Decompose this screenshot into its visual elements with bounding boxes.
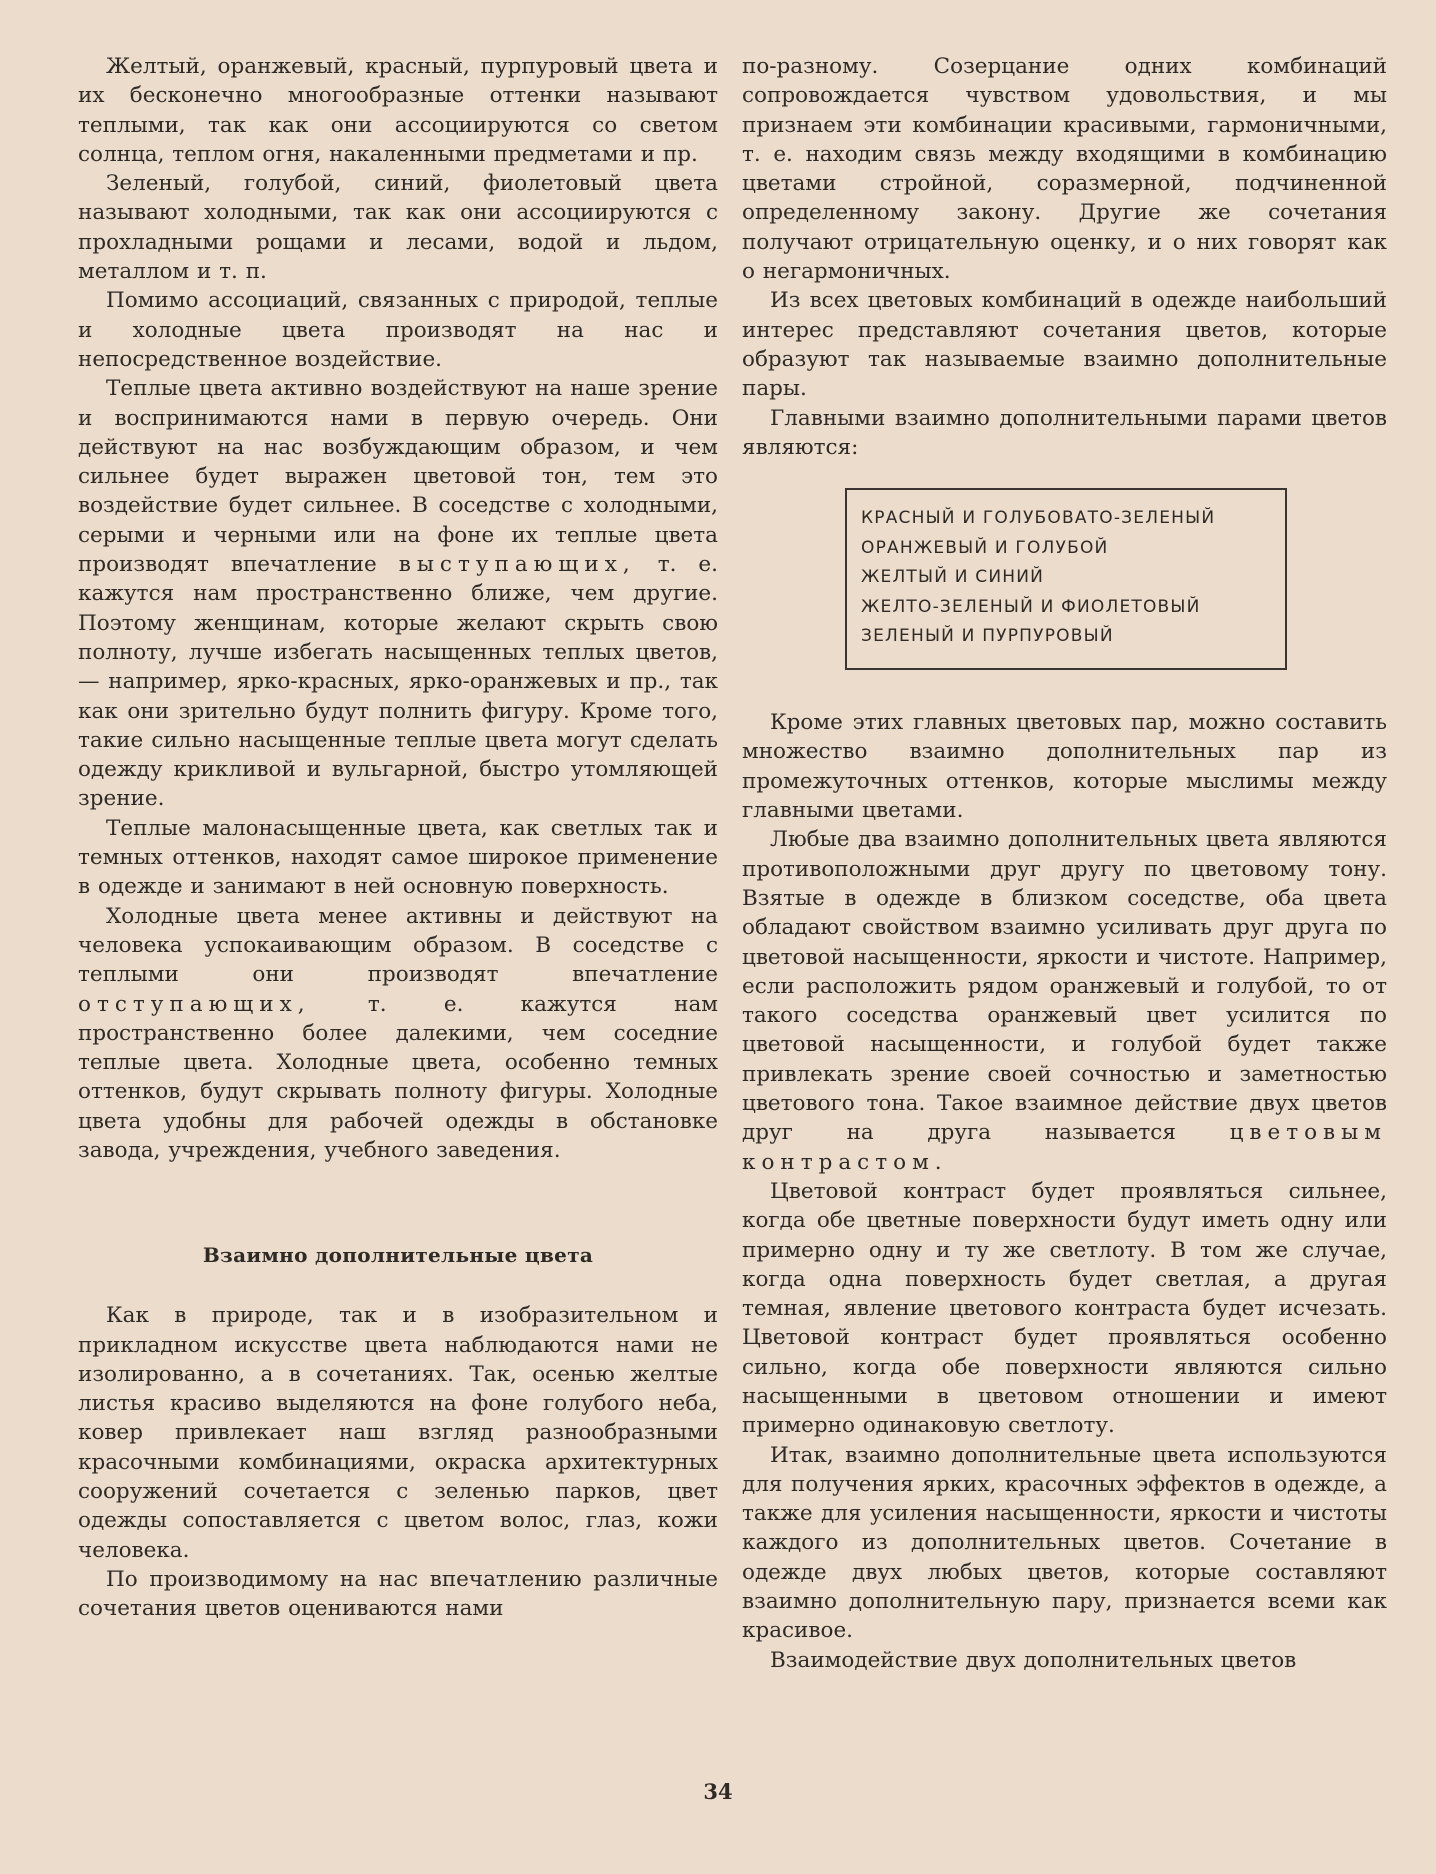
paragraph: Из всех цветовых комбинаций в одежде наибольший интерес представляют сочетания цветов, которые образуют так называемые взаимно дополнительные пары. xyxy=(742,288,1387,402)
page-number: 34 xyxy=(703,1779,733,1804)
color-pairs-box xyxy=(845,488,1287,670)
paragraph: по-разному. Созерцание одних комбинаций сопровождается чувством удовольствия, и мы признаем эти комбинации красивыми, гармоничными, т. е. находим связь между входящими в комбинацию цветами стройной, соразмерной, подчиненной определенному закону. Другие же сочетания получают отрицательную оценку, и о них говорят как о негармоничных. xyxy=(742,54,1387,285)
paragraph: Зеленый, голубой, синий, фиолетовый цвета называют холодными, так как они ассоциируются с прохладными рощами и лесами, водой и льдом, металлом и т. п. xyxy=(78,171,718,285)
paragraph: Итак, взаимно дополнительные цвета используются для получения ярких, красочных эффектов в одежде, а также для усиления насыщенности, яркости и чистоты каждого из дополнительных цветов. Сочетание в одежде двух любых цветов, которые составляют взаимно дополнительную пару, признается всеми как красивое. xyxy=(742,1442,1387,1644)
text-run: т. е. кажутся нам пространственно более далекими, чем соседние теплые цвета. Холодные цвета, особенно темных оттенков, будут скрывать полноту фигуры. Холодные цвета удобны для рабочей одежды в обстановке завода, учреждения, учебного заведения. xyxy=(78,991,719,1163)
paragraph: Кроме этих главных цветовых пар, можно составить множество взаимно дополнительных пар из промежуточных оттенков, которые мыслимы между главными цветами. xyxy=(742,710,1387,824)
color-pair: ЖЕЛТО-ЗЕЛЕНЫЙ И ФИОЛЕТОВЫЙ xyxy=(861,596,1201,617)
paragraph: Взаимодействие двух дополнительных цветов xyxy=(770,1647,1297,1673)
color-pair: КРАСНЫЙ И ГОЛУБОВАТО-ЗЕЛЕНЫЙ xyxy=(861,508,1216,529)
paragraph: Помимо ассоциаций, связанных с природой, теплые и холодные цвета производят на нас и непосредственное воздействие. xyxy=(78,288,718,372)
spaced-emphasis: цветовым контрастом. xyxy=(742,1120,1387,1175)
spaced-emphasis: выступающих, xyxy=(398,552,636,578)
spaced-emphasis: отступающих, xyxy=(78,991,311,1017)
paragraph xyxy=(78,374,718,813)
color-pair: ЗЕЛЕНЫЙ И ПУРПУРОВЫЙ xyxy=(861,626,1114,647)
text-run: т. е. кажутся нам пространственно ближе, чем другие. Поэтому женщинам, которые желают скрыть свою полноту, лучше избегать насыщенных теплых цветов, — например, ярко-красных, ярко-оранжевых и пр., так как они зрительно будут полнить фигуру. Кроме того, такие сильно насыщенные теплые цвета могут сделать одежду крикливой и вульгарной, быстро утомляющей зрение. xyxy=(78,552,718,812)
paragraph: Желтый, оранжевый, красный, пурпуровый цвета и их бесконечно многообразные оттенки называют теплыми, так как они ассоциируются со светом солнца, теплом огня, накаленными предметами и пр. xyxy=(78,54,718,167)
left-column xyxy=(78,52,718,1624)
paragraph: Как в природе, так и в изобразительном и прикладном искусстве цвета наблюдаются нами не изолированно, а в сочетаниях. Так, осенью желтые листья красиво выделяются на фоне голубого неба, ковер привлекает наш взгляд разнообразными красочными комбинациями, окраска архитектурных сооружений сочетается с зеленью парков, цвет одежды сопоставляется с цветом волос, глаз, кожи человека. xyxy=(78,1303,718,1563)
text-run: Любые два взаимно дополнительных цвета являются противоположными друг другу по цветовому тону. Взятые в одежде в близком соседстве, оба цвета обладают свойством взаимно усиливать друг друга по цветовой насыщенности, яркости и чистоте. Например, если расположить рядом оранжевый и голубой, то от такого соседства оранжевый цвет усилится по цветовой насыщенности, и голубой будет также привлекать зрение своей сочностью и заметностью цветового тона. Такое взаимное действие двух цветов друг на друга называется xyxy=(742,827,1387,1146)
section-heading: Взаимно дополнительные цвета xyxy=(202,1243,594,1268)
paragraph: Теплые малонасыщенные цвета, как светлых так и темных оттенков, находят самое широкое применение в одежде и занимают в ней основную поверхность. xyxy=(78,815,718,900)
right-column xyxy=(742,52,1387,1675)
text-run: Теплые цвета активно воздействуют на наше зрение и воспринимаются нами в первую очередь. Они действуют на нас возбуждающим образом, и чем сильнее будет выражен цветовой тон, тем это воздействие будет сильнее. В соседстве с холодными, серыми и черными или на фоне их теплые цвета производят впечатление xyxy=(78,376,718,578)
paragraph: Цветовой контраст будет проявляться сильнее, когда обе цветные поверхности будут иметь одну или примерно одну и ту же светлоту. В том же случае, когда одна поверхность будет светлая, а другая темная, явление цветового контраста будет исчезать. Цветовой контраст будет проявляться особенно сильно, когда обе поверхности являются сильно насыщенными в цветовом отношении и имеют примерно одинаковую светлоту. xyxy=(742,1178,1387,1439)
paragraph xyxy=(742,825,1387,1177)
paragraph: Главными взаимно дополнительными парами цветов являются: xyxy=(742,405,1387,460)
color-pair: ОРАНЖЕВЫЙ И ГОЛУБОЙ xyxy=(861,537,1109,558)
paragraph: По производимому на нас впечатлению различные сочетания цветов оцениваются нами xyxy=(78,1566,718,1622)
paragraph xyxy=(78,902,718,1166)
color-pair: ЖЕЛТЫЙ И СИНИЙ xyxy=(861,567,1045,588)
text-run: Холодные цвета менее активны и действуют на человека успокаивающим образом. В соседстве с теплыми они производят впечатление xyxy=(78,903,718,988)
